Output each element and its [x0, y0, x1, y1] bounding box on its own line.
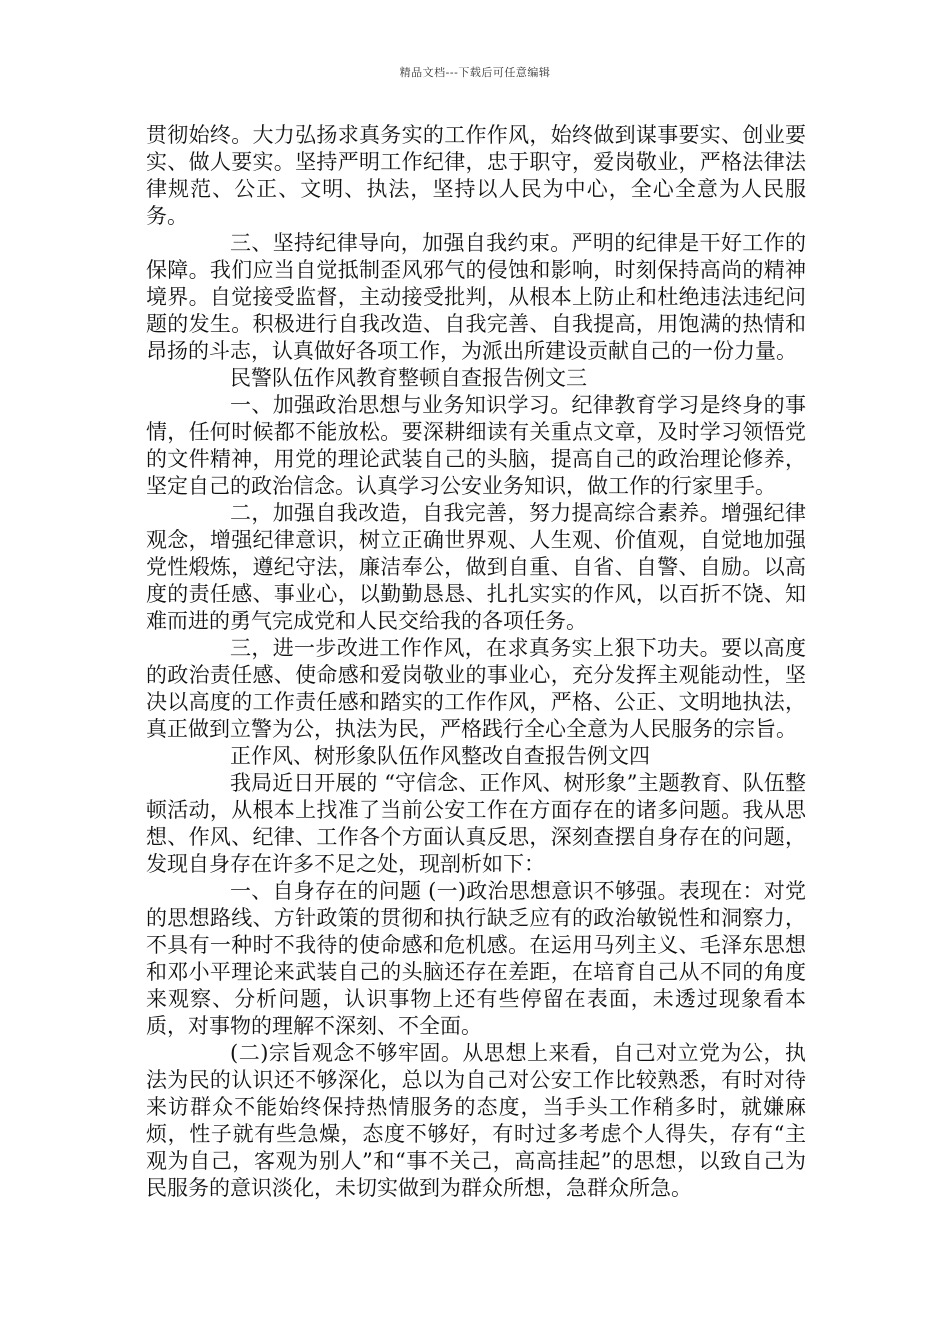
- document-body: [146, 122, 806, 1202]
- paragraph: 一、自身存在的问题 (一)政治思想意识不够强。表现在：对党的思想路线、方针政策的贯彻和执行缺乏应有的政治敏锐性和洞察力，不具有一种时不我待的使命感和危机感。在运用马列主义、毛泽东思想和邓小平理论来武装自己的头脑还存在差距，在培育自己从不同的角度来观察、分析问题，认识事物上还有些停留在表面，未透过现象看本质，对事物的理解不深刻、不全面。: [146, 879, 806, 1038]
- paragraph: 三，进一步改进工作作风，在求真务实上狠下功夫。要以高度的政治责任感、使命感和爱岗敬业的事业心，充分发挥主观能动性，坚决以高度的工作责任感和踏实的工作作风，严格、公正、文明地执法，真正做到立警为公，执法为民，严格践行全心全意为人民服务的宗旨。: [146, 636, 806, 741]
- paragraph: 三、坚持纪律导向，加强自我约束。严明的纪律是干好工作的保障。我们应当自觉抵制歪风邪气的侵蚀和影响，时刻保持高尚的精神境界。自觉接受监督，主动接受批判，从根本上防止和杜绝违法违纪问题的发生。积极进行自我改造、自我完善、自我提高，用饱满的热情和昂扬的斗志，认真做好各项工作，为派出所建设贡献自己的一份力量。: [146, 231, 806, 363]
- paragraph: 一、加强政治思想与业务知识学习。纪律教育学习是终身的事情，任何时候都不能放松。要深耕细读有关重点文章，及时学习领悟党的文件精神，用党的理论武装自己的头脑，提高自己的政治理论修养，坚定自己的政治信念。认真学习公安业务知识，做工作的行家里手。: [146, 393, 806, 498]
- section-heading: 民警队伍作风教育整顿自查报告例文三: [230, 366, 587, 390]
- page-header: 精品文档---下载后可任意编辑: [399, 66, 551, 79]
- paragraph: 二，加强自我改造，自我完善，努力提高综合素养。增强纪律观念，增强纪律意识，树立正确世界观、人生观、价值观，自觉地加强党性煅炼，遵纪守法，廉洁奉公，做到自重、自省、自警、自励。以高度的责任感、事业心，以勤勤恳恳、扎扎实实的作风，以百折不饶、知难而进的勇气完成党和人民交给我的各项任务。: [146, 501, 806, 633]
- paragraph: 贯彻始终。大力弘扬求真务实的工作作风，始终做到谋事要实、创业要实、做人要实。坚持严明工作纪律，忠于职守，爱岗敬业，严格法律法律规范、公正、文明、执法，坚持以人民为中心，全心全意为人民服务。: [146, 123, 806, 228]
- paragraph: 我局近日开展的 “守信念、正作风、树形象”主题教育、队伍整顿活动，从根本上找准了当前公安工作在方面存在的诸多问题。我从思想、作风、纪律、工作各个方面认真反思，深刻查摆自身存在的问题，发现自身存在许多不足之处，现剖析如下：: [146, 771, 806, 876]
- paragraph: (二)宗旨观念不够牢固。从思想上来看，自己对立党为公，执法为民的认识还不够深化，总以为自己对公安工作比较熟悉，有时对待来访群众不能始终保持热情服务的态度，当手头工作稍多时，就嫌麻烦，性子就有些急燥，态度不够好，有时过多考虑个人得失，存有“主观为自己，客观为别人”和“事不关己，高高挂起”的思想，以致自己为民服务的意识淡化，未切实做到为群众所想，急群众所急。: [146, 1041, 806, 1200]
- section-heading: 正作风、树形象队伍作风整改自查报告例文四: [230, 744, 650, 768]
